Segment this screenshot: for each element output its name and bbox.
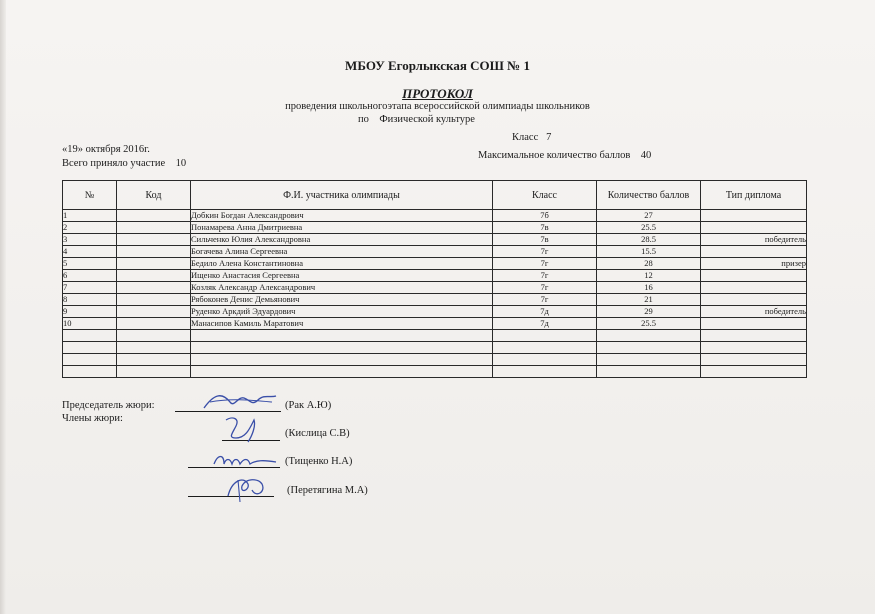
cell-class: 7г <box>493 246 597 258</box>
cell-name: Понамарева Анна Дмитриевна <box>191 222 493 234</box>
cell-class: 7в <box>493 222 597 234</box>
document-title: ПРОТОКОЛ <box>402 86 473 101</box>
empty-row <box>63 342 807 354</box>
member3-signature <box>222 474 276 504</box>
cell-score: 25.5 <box>597 318 701 330</box>
cell-name: Сильченко Юлия Александровна <box>191 234 493 246</box>
cell-diploma <box>701 318 807 330</box>
empty-cell <box>493 354 597 366</box>
cell-name: Рябоконев Денис Демьянович <box>191 294 493 306</box>
cell-name: Богачева Алина Сергеевна <box>191 246 493 258</box>
empty-cell <box>597 354 701 366</box>
cell-number: 8 <box>63 294 117 306</box>
cell-code <box>117 234 191 246</box>
cell-name: Руденко Аркдий Эдуардович <box>191 306 493 318</box>
cell-score: 28 <box>597 258 701 270</box>
cell-number: 2 <box>63 222 117 234</box>
cell-code <box>117 258 191 270</box>
table-row <box>63 222 807 234</box>
header-number: № <box>63 181 117 210</box>
empty-row <box>63 330 807 342</box>
cell-number: 10 <box>63 318 117 330</box>
cell-name: Козляк Александр Александрович <box>191 282 493 294</box>
table-row <box>63 318 807 330</box>
header-code: Код <box>117 181 191 210</box>
table-header-row <box>63 181 807 210</box>
cell-code <box>117 306 191 318</box>
results-table <box>62 180 807 378</box>
cell-name: Ищенко Анастасия Сергеевна <box>191 270 493 282</box>
empty-cell <box>191 354 493 366</box>
cell-score: 15.5 <box>597 246 701 258</box>
cell-score: 16 <box>597 282 701 294</box>
empty-cell <box>63 366 117 378</box>
cell-diploma: призер <box>701 258 807 270</box>
cell-diploma <box>701 246 807 258</box>
cell-code <box>117 318 191 330</box>
table-row <box>63 294 807 306</box>
cell-diploma <box>701 270 807 282</box>
table-row <box>63 210 807 222</box>
header-class: Класс <box>493 181 597 210</box>
empty-cell <box>63 330 117 342</box>
cell-score: 21 <box>597 294 701 306</box>
cell-score: 28.5 <box>597 234 701 246</box>
cell-code <box>117 210 191 222</box>
participants-text: Всего приняло участие 10 <box>62 158 187 169</box>
cell-diploma: победитель <box>701 306 807 318</box>
cell-class: 7г <box>493 258 597 270</box>
empty-cell <box>597 366 701 378</box>
cell-number: 7 <box>63 282 117 294</box>
cell-diploma <box>701 282 807 294</box>
member1-name: (Кислица С.В) <box>285 428 350 439</box>
cell-code <box>117 282 191 294</box>
empty-cell <box>117 342 191 354</box>
cell-number: 3 <box>63 234 117 246</box>
empty-cell <box>493 330 597 342</box>
cell-class: 7г <box>493 270 597 282</box>
table-row <box>63 234 807 246</box>
empty-row <box>63 366 807 378</box>
cell-class: 7б <box>493 210 597 222</box>
empty-cell <box>701 330 807 342</box>
table-row <box>63 282 807 294</box>
member2-signature <box>210 450 282 472</box>
cell-number: 6 <box>63 270 117 282</box>
empty-cell <box>191 366 493 378</box>
chairman-signature <box>200 388 280 414</box>
cell-class: 7д <box>493 306 597 318</box>
cell-class: 7г <box>493 282 597 294</box>
empty-cell <box>63 354 117 366</box>
header-score: Количество баллов <box>597 181 701 210</box>
subject-line: по Физической культуре <box>358 114 475 125</box>
cell-class: 7д <box>493 318 597 330</box>
cell-code <box>117 270 191 282</box>
max-score-text: Максимальное количество баллов 40 <box>478 150 652 161</box>
cell-code <box>117 222 191 234</box>
empty-cell <box>701 366 807 378</box>
chairman-name: (Рак А.Ю) <box>285 400 332 411</box>
cell-number: 9 <box>63 306 117 318</box>
cell-name: Добкин Богдан Александрович <box>191 210 493 222</box>
table-row <box>63 246 807 258</box>
members-label: Члены жюри: <box>62 413 123 424</box>
cell-class: 7г <box>493 294 597 306</box>
table-row <box>63 306 807 318</box>
member1-signature <box>218 414 268 444</box>
document-subtitle: проведения школьногоэтапа всероссийской олимпиады школьников <box>285 101 590 112</box>
chairman-label: Председатель жюри: <box>62 400 155 411</box>
empty-cell <box>701 354 807 366</box>
empty-row <box>63 354 807 366</box>
school-name: МБОУ Егорлыкская СОШ № 1 <box>345 58 530 73</box>
empty-cell <box>117 366 191 378</box>
empty-cell <box>63 342 117 354</box>
cell-number: 1 <box>63 210 117 222</box>
class-text: Класс 7 <box>512 132 552 143</box>
cell-code <box>117 246 191 258</box>
header-name: Ф.И. участника олимпиады <box>191 181 493 210</box>
empty-cell <box>597 342 701 354</box>
header-diploma: Тип диплома <box>701 181 807 210</box>
date-text: «19» октября 2016г. <box>62 144 150 155</box>
empty-cell <box>493 342 597 354</box>
cell-number: 5 <box>63 258 117 270</box>
cell-diploma <box>701 294 807 306</box>
cell-score: 25.5 <box>597 222 701 234</box>
cell-diploma: победитель <box>701 234 807 246</box>
table-row <box>63 258 807 270</box>
empty-cell <box>117 354 191 366</box>
cell-score: 27 <box>597 210 701 222</box>
cell-diploma <box>701 210 807 222</box>
cell-class: 7в <box>493 234 597 246</box>
empty-cell <box>701 342 807 354</box>
empty-cell <box>597 330 701 342</box>
member3-name: (Перетягина М.А) <box>287 485 368 496</box>
table-row <box>63 270 807 282</box>
cell-number: 4 <box>63 246 117 258</box>
cell-name: Манасипов Камиль Маратович <box>191 318 493 330</box>
cell-score: 29 <box>597 306 701 318</box>
cell-score: 12 <box>597 270 701 282</box>
empty-cell <box>191 330 493 342</box>
empty-cell <box>493 366 597 378</box>
cell-diploma <box>701 222 807 234</box>
empty-cell <box>117 330 191 342</box>
member2-name: (Тищенко Н.А) <box>285 456 353 467</box>
cell-name: Бедило Алена Константиновна <box>191 258 493 270</box>
cell-code <box>117 294 191 306</box>
empty-cell <box>191 342 493 354</box>
